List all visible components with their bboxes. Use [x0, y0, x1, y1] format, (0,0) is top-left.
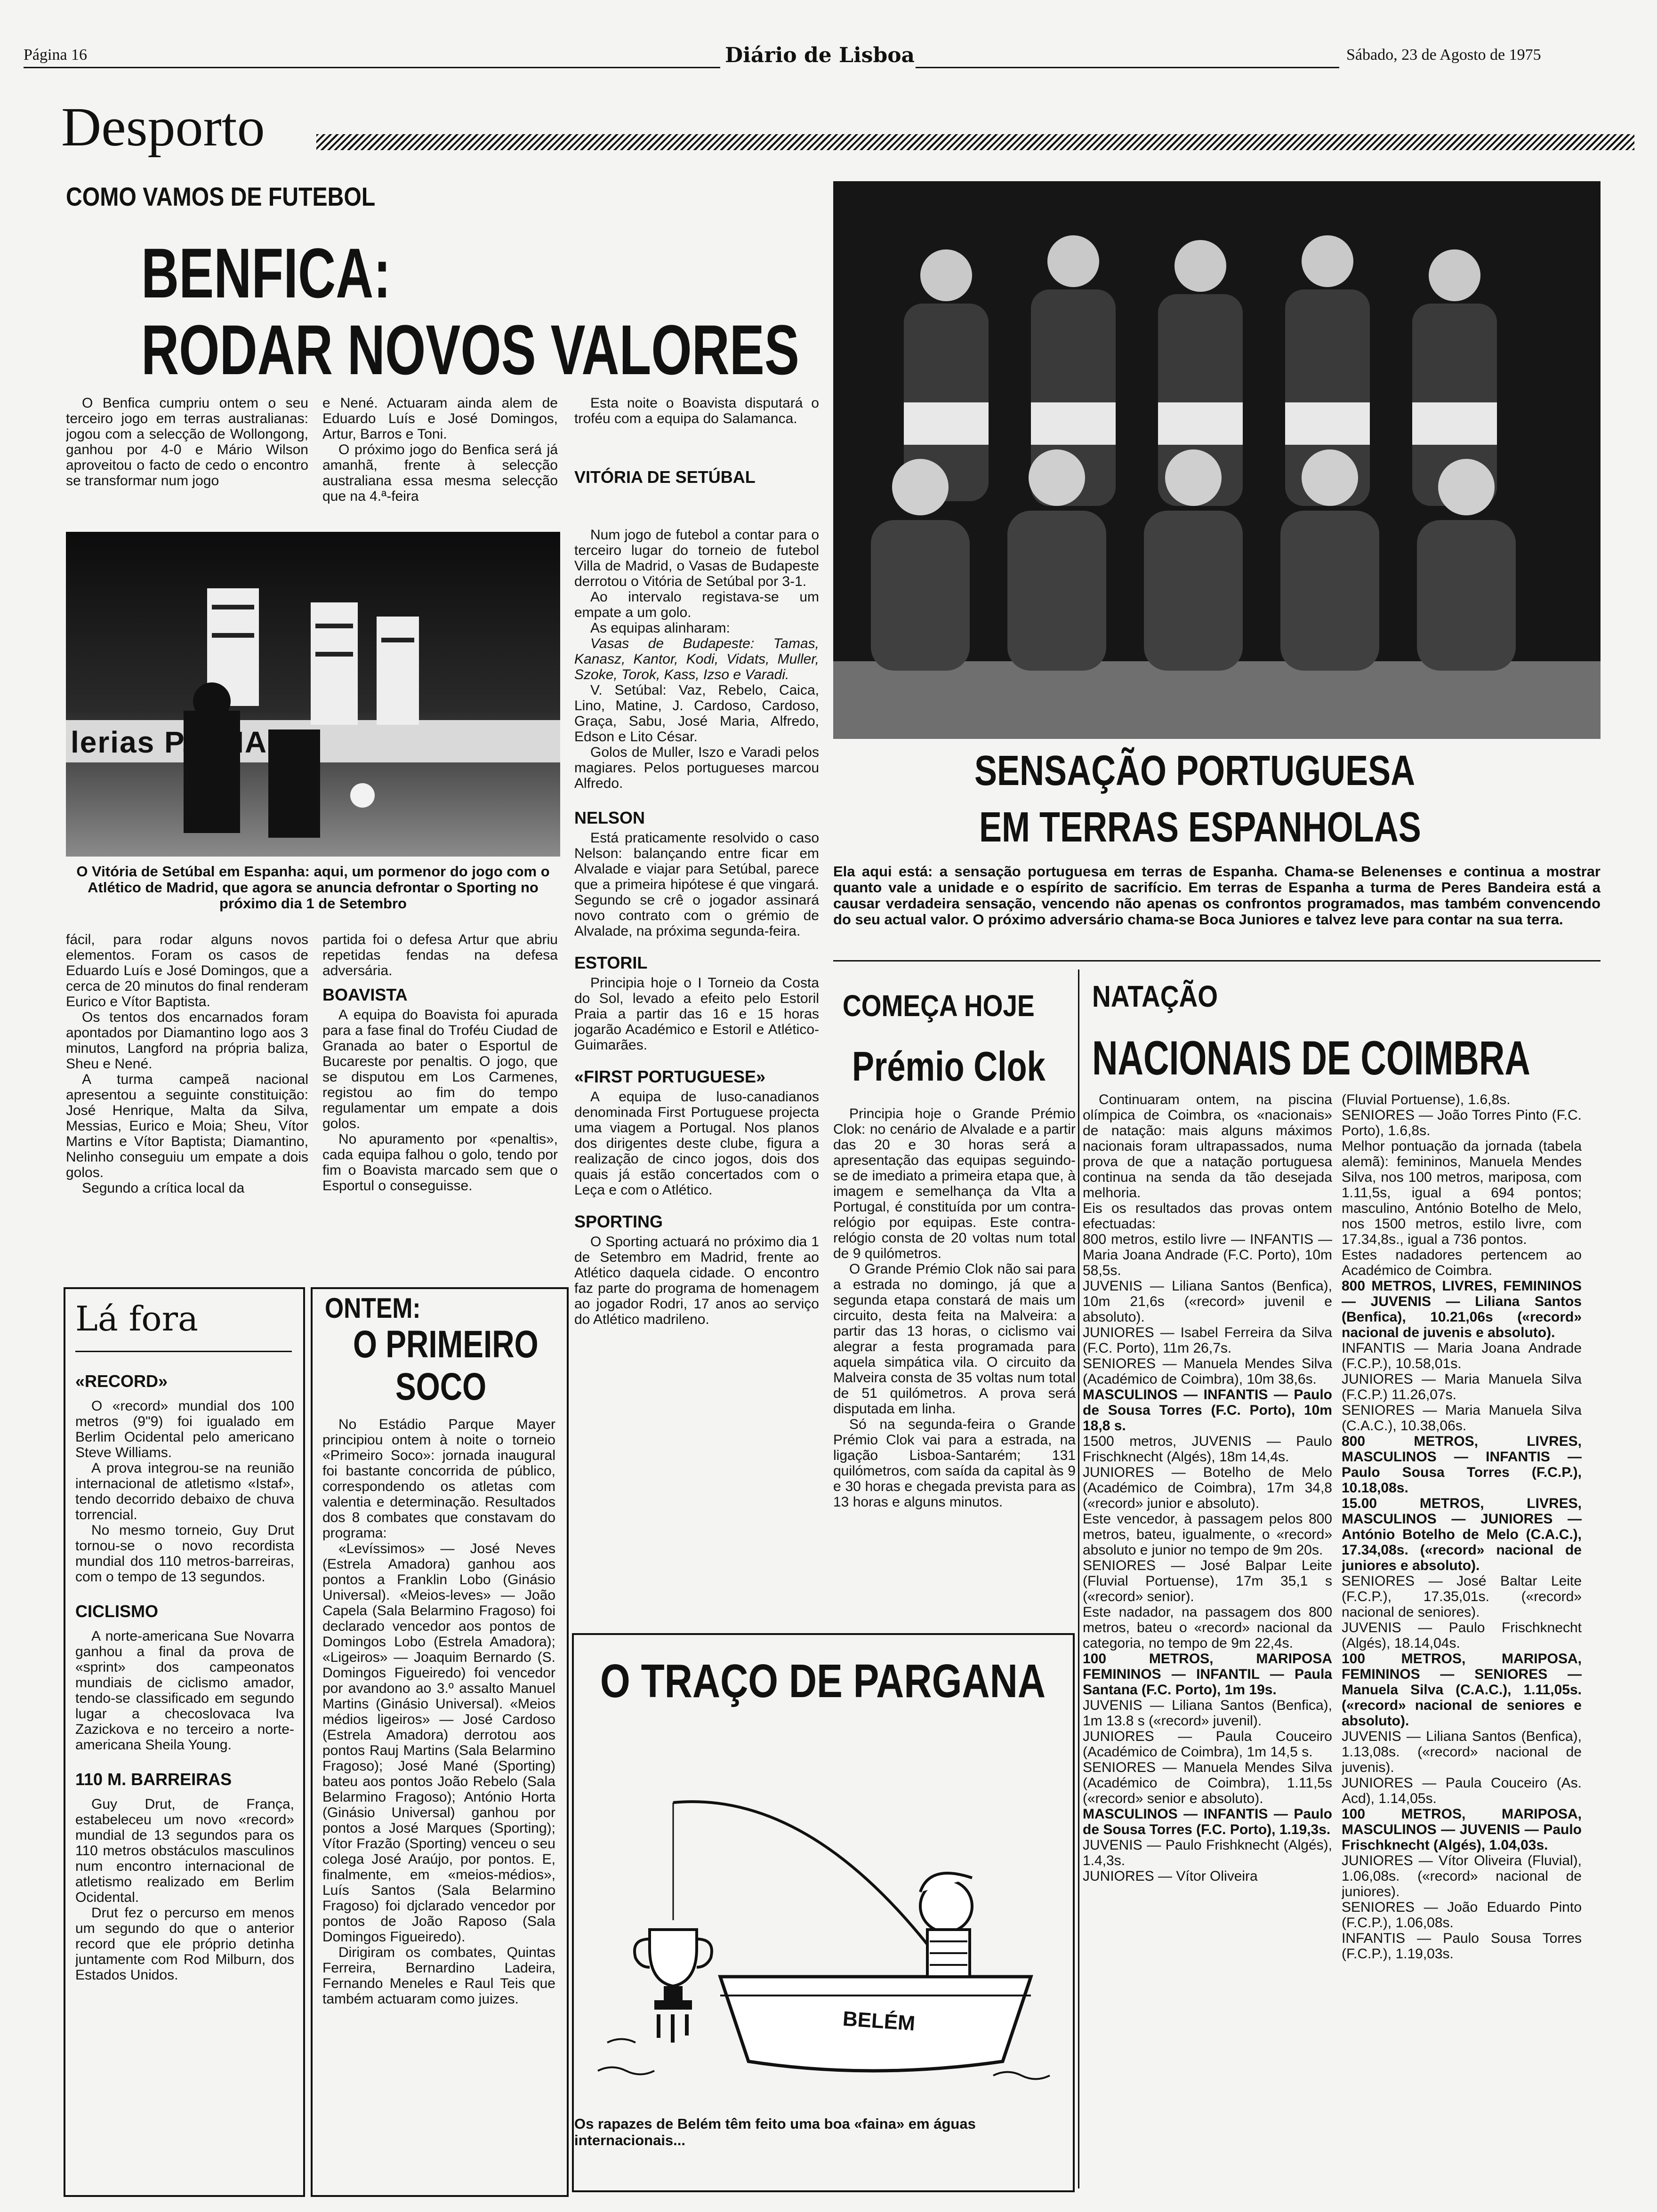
match-photo — [66, 532, 560, 857]
newspaper-title: Diário de Lisboa — [725, 43, 915, 67]
clok-paragraph: O Grande Prémio Clok não sai para a estrada no domingo, já que a segunda etapa constará de mais um circuito, desta feita na Malveira: a partir das 13 horas, o ciclismo vai alegrar a festa programada para aquela simpática vila. O circuito da Malveira consta de 35 voltas num total de 51 quilómetros. A prova será disputada em linha. — [833, 1261, 1076, 1417]
cartoon-illustration — [579, 1732, 1064, 2090]
ciclismo-paragraph: A norte-americana Sue Novarra ganhou a final da prova de «sprint» dos campeonatos mundiais de ciclismo amador, tendo-se classificado em segundo lugar a checoslovaca Iva Zazickova e no terceiro a norte-americana Sheila Young. — [75, 1628, 294, 1753]
natacao-line: SENIORES — João Torres Pinto (F.C. Porto), 1.6,8s. — [1342, 1107, 1582, 1138]
natacao-line: Eis os resultados das provas ontem efectuadas: — [1083, 1201, 1332, 1232]
sporting-paragraph: O Sporting actuará no próximo dia 1 de Setembro em Madrid, frente ao Atlético daquela cidade. O encontro faz parte do programa de homenagem ao jogador Rodri, 17 anos ao serviço do Atlético madrileno. — [574, 1234, 819, 1327]
la-fora-title-rule — [75, 1351, 292, 1352]
vitoria-paragraph: As equipas alinharam: — [590, 620, 730, 636]
benfica-col1-continued — [66, 932, 308, 1261]
soco-paragraph: «Levíssimos» — José Neves (Estrela Amadora) ganhou aos pontos a Franklin Lobo (Ginásio Universal). «Meios-leves» — João Capela (Sala Belarmino Fragoso) foi declarado vencedor aos pontos de Domingos Lobo (Estrela Amadora); «Ligeiros» — Joaquim Bernardo (S. Domingos Figueiredo) foi vencedor por avandono ao 3.º assalto Manuel Martins (Ginásio Universal). «Meios médios ligeiros» — José Cardoso (Estrela Amadora) derrotou aos pontos Rauj Martins (Sala Belarmino Fragoso); José Mané (Sporting) bateu aos pontos João Rebelo (Sala Belarmino Fragoso); António Horta (Ginásio Universal) ganhou por pontos a José Marques (Sporting); Vítor Frazão (Sporting) venceu o seu colega José Araújo, por pontos. E, finalmente, em «meios-médios», Luís Santos (Sala Belarmino Fragoso) foi djclarado vencedor por pontos de João Raposo (Sala Domingos Figueiredo). — [322, 1541, 555, 1945]
record-paragraph: No mesmo torneio, Guy Drut tornou-se o novo recordista mundial dos 110 metros-barreiras, com o tempo de 13 segundos. — [75, 1523, 294, 1585]
soco-title-1: O PRIMEIRO — [353, 1323, 539, 1366]
natacao-line: Melhor pontuação da jornada (tabela alemã): femininos, Manuela Mendes Silva, nos 100 metros, mariposa, com 1.11,5s, igual a 694 pontos; masculino, António Botelho de Melo, nos 1500 metros, estilo livre, com 17.34,8s., igual a 736 pontos. — [1342, 1138, 1582, 1247]
barreiras-paragraph: Guy Drut, de França, estabeleceu um novo «record» mundial de 13 segundos para os 110 metros obstáculos masculinos num encontro internacional de atletismo realizado em Berlim Ocidental. — [75, 1796, 294, 1905]
benfica-paragraph: Segundo a crítica local da — [82, 1180, 245, 1196]
first-portuguese-paragraph: A equipa de luso-canadianos denominada First Portuguese projecta uma viagem a Portugal. Nos planos dos dirigentes deste clube, figura a realização de cinco jogos, dois dos quais já estão concertados com o Leça e com o Atlético. — [574, 1089, 819, 1198]
belenenses-headline-1: SENSAÇÃO PORTUGUESA — [974, 747, 1416, 794]
natacao-line: 15.00 METROS, LIVRES, MASCULINOS — JUNIORES — António Botelho de Melo (C.A.C.), 17.34,08s. («record» nacional de juniores e absoluto). — [1342, 1496, 1582, 1573]
benfica-paragraph: O Benfica cumpriu ontem o seu terceiro jogo em terras australianas: jogou com a selecção de Wollongong, ganhou por 4-0 e Mário Wilson aproveitou o facto de cedo o encontro se transformar num jogo — [66, 395, 308, 489]
masthead-rule-right — [916, 67, 1339, 68]
vitoria-paragraph: Num jogo de futebol a contar para o terceiro lugar do torneio de futebol Villa de Madrid, o Vasas de Budapeste derrotou o Vitória de Setúbal por 3-1. — [574, 527, 819, 589]
soco-title-2: SOCO — [395, 1365, 487, 1408]
natacao-line: JUVENIS — Liliana Santos (Benfica), 1.13,08s. («record» nacional de juvenis). — [1342, 1729, 1582, 1775]
benfica-paragraph: O próximo jogo do Benfica será já amanhã, frente à selecção australiana essa mesma selecção que na 4.ª-feira — [322, 442, 558, 504]
natacao-line: JUNIORES — Vítor Oliveira (Fluvial), 1.06,08s. («record» nacional de juniores). — [1342, 1853, 1582, 1899]
natacao-line: JUNIORES — Isabel Ferreira da Silva (F.C. Porto), 11m 26,7s. — [1083, 1325, 1332, 1356]
stadium-signage: lerias P... MADR — [71, 725, 313, 759]
natacao-line: Este vencedor, à passagem pelos 800 metros, bateu, igualmente, o «record» absoluto e junior no tempo de 9m 20s. — [1083, 1511, 1332, 1558]
benfica-paragraph: A turma campeã nacional apresentou a seguinte constituição: José Henrique, Malta da Silva, Messias, Eurico e Moia; Sheu, Vítor Martins e Vítor Baptista; Diamantino, Nelinho conseguiu um empate a dois golos. — [66, 1072, 308, 1180]
natacao-col2 — [1342, 1092, 1582, 2203]
natacao-line: 100 METROS, MARIPOSA FEMININOS — INFANTIL — Paula Santana (F.C. Porto), 1m 19s. — [1083, 1651, 1332, 1698]
natacao-line: INFANTIS — Maria Joana Andrade (F.C.P.), 10.58,01s. — [1342, 1340, 1582, 1371]
vitoria-paragraph: Vasas de Budapeste: Tamas, Kanasz, Kantor, Kodi, Vidats, Muller, Szoke, Torok, Kass, Izso e Varadi. — [574, 636, 819, 682]
natacao-col1 — [1083, 1092, 1332, 2203]
record-paragraph: A prova integrou-se na reunião internacional de atletismo «Istaf», tendo decorrido debaixo de chuva torrencial. — [75, 1460, 294, 1523]
record-paragraph: O «record» mundial dos 100 metros (9"9) foi igualado em Berlim Ocidental pelo americano Steve Williams. — [75, 1398, 294, 1460]
nelson-paragraph: Está praticamente resolvido o caso Nelson: balançando entre ficar em Alvalade e viajar para Setúbal, parece que a primeira hipótese é que vingará. Segundo se crê o jogador assinará novo contrato com o grémio de Alvalade, na próxima segunda-feira. — [574, 830, 819, 939]
clok-title: Prémio Clok — [852, 1043, 1046, 1090]
vitoria-title: VITÓRIA DE SETÚBAL — [574, 467, 756, 487]
vitoria-paragraph: Ao intervalo registava-se um empate a um golo. — [574, 589, 819, 620]
natacao-line: SENIORES — José Baltar Leite (F.C.P.), 17.35,01s. («record» nacional de seniores). — [1342, 1573, 1582, 1620]
natacao-line: Este nadador, na passagem dos 800 metros, bateu o «record» nacional da categoria, no tempo de 9m 22,4s. — [1083, 1604, 1332, 1651]
belenenses-caption: Ela aqui está: a sensação portuguesa em terras de Espanha. Chama-se Belenenses e continua a mostrar quanto vale a unidade e o espírito de sacrifício. Em terras de Espanha a turma de Peres Bandeira está a causar verdadeira sensação, vencendo não apenas os confrontos programados, mas também convencendo do seu actual valor. O próximo adversário chama-se Boca Juniores e talvez leve para contar na sua terra. — [833, 863, 1601, 928]
boavista-intro: Esta noite o Boavista disputará o troféu com a equipa do Salamanca. — [574, 395, 819, 426]
soco-body — [322, 1417, 555, 2184]
natacao-line: JUNIORES — Botelho de Melo (Académico de Coimbra), 17m 34,8 («record» junior e absoluto). — [1083, 1465, 1332, 1511]
natacao-line: JUVENIS — Liliana Santos (Benfica), 10m 21,6s («record» juvenil e absoluto). — [1083, 1278, 1332, 1325]
benfica-paragraph: fácil, para rodar alguns novos elementos. Foram os casos de Eduardo Luís e José Domingos, que a cerca de 20 minutos do final renderam Eurico e Vítor Baptista. — [66, 932, 308, 1010]
natacao-line: 800 METROS, LIVRES, FEMININOS — JUVENIS — Liliana Santos (Benfica), 10.21,06s («record» nacional de juvenis e absoluto). — [1342, 1278, 1582, 1340]
natacao-line: JUVENIS — Liliana Santos (Benfica), 1m 13.8 s («record» juvenil). — [1083, 1698, 1332, 1729]
natacao-line: JUNIORES — Maria Manuela Silva (F.C.P.) 11.26,07s. — [1342, 1371, 1582, 1403]
natacao-line: SENIORES — José Balpar Leite (Fluvial Portuense), 17m 35,1 s («record» senior). — [1083, 1558, 1332, 1604]
match-photo-illustration — [66, 532, 560, 857]
clok-body — [833, 1106, 1076, 1624]
natacao-line: JUVENIS — Paulo Frishknecht (Algés), 1.4,3s. — [1083, 1837, 1332, 1868]
natacao-line: MASCULINOS — INFANTIS — Paulo de Sousa Torres (F.C. Porto), 1.19,3s. — [1083, 1806, 1332, 1837]
sporting-title: SPORTING — [574, 1212, 663, 1231]
soco-paragraph: No Estádio Parque Mayer principiou ontem à noite o torneio «Primeiro Soco»: jornada inaugural foi bastante concorrida de público, correspondendo os atletas com valentia e determinação. Resultados dos 8 combates que constavam do programa: — [322, 1417, 555, 1541]
natacao-line: Continuaram ontem, na piscina olímpica de Coimbra, os «nacionais» de natação: mais alguns máximos nacionais foram ultrapassados, numa prova de que a natação portuguesa continua na senda da tão desejada melhoria. — [1083, 1092, 1332, 1201]
benfica-col2-top — [322, 395, 558, 518]
natacao-line: Estes nadadores pertencem ao Académico de Coimbra. — [1342, 1247, 1582, 1278]
team-photo-illustration — [833, 181, 1601, 746]
soco-paragraph: Dirigiram os combates, Quintas Ferreira, Bernardino Ladeira, Fernando Meneles e Raul Teis que também actuaram como juizes. — [322, 1945, 555, 2007]
vitoria-paragraph: Golos de Muller, Iszo e Varadi pelos magiares. Pelos portugueses marcou Alfredo. — [574, 745, 819, 791]
natacao-line: SENIORES — João Eduardo Pinto (F.C.P.), 1.06,08s. — [1342, 1899, 1582, 1931]
clok-kicker: COMEÇA HOJE — [843, 989, 1035, 1023]
benfica-paragraph: e Nené. Actuaram ainda alem de Eduardo Luís e José Domingos, Artur, Barros e Toni. — [322, 395, 558, 442]
nelson-title: NELSON — [574, 808, 645, 827]
la-fora-title: Lá fora — [75, 1299, 198, 1338]
vitoria-paragraph: V. Setúbal: Vaz, Rebelo, Caica, Lino, Matine, J. Cardoso, Cardoso, Graça, Sabu, José Maria, Alfredo, Edson e Lito César. — [574, 682, 819, 745]
match-photo-caption: O Vitória de Setúbal em Espanha: aqui, um pormenor do jogo com o Atlético de Madrid, que agora se anuncia defrontar o Sporting no próximo dia 1 de Setembro — [76, 863, 550, 912]
estoril-title: ESTORIL — [574, 953, 648, 972]
cartoon-caption: Os rapazes de Belém têm feito uma boa «faina» em águas internacionais... — [574, 2116, 976, 2148]
boat-label: BELÉM — [842, 2007, 916, 2036]
masthead-rule-left — [24, 67, 720, 68]
benfica-paragraph: Os tentos dos encarnados foram apontados por Diamantino logo aos 3 minutos, Langford na própria baliza, Sheu e Nené. — [66, 1010, 308, 1072]
natacao-line: INFANTIS — Paulo Sousa Torres (F.C.P.), 1.19,03s. — [1342, 1931, 1582, 1962]
section-title: Desporto — [61, 96, 265, 158]
boavista-paragraph: A equipa do Boavista foi apurada para a fase final do Troféu Ciudad de Granada ao bater o Esportul de Bucareste por penaltis. O jogo, que se disputou em Los Carmenes, registou ao fim do tempo regulamentar um empate a dois golos. — [322, 1007, 558, 1131]
clok-paragraph: Só na segunda-feira o Grande Prémio Clok vai para a estrada, na ligação Lisboa-Santarém; 131 quilómetros, com saída da capital às 9 e 30 horas e chegada prevista para as 13 horas e alguns minutos. — [833, 1417, 1076, 1510]
page-number: Página 16 — [24, 46, 88, 64]
headline-line-1: BENFICA: — [141, 233, 391, 313]
col3-body — [574, 527, 819, 1633]
boavista-title: BOAVISTA — [322, 985, 408, 1004]
issue-date: Sábado, 23 de Agosto de 1975 — [1346, 46, 1541, 64]
natacao-title: NACIONAIS DE COIMBRA — [1092, 1031, 1530, 1085]
natacao-line: SENIORES — Maria Manuela Silva (C.A.C.), 10.38,06s. — [1342, 1403, 1582, 1434]
clok-paragraph: Principia hoje o Grande Prémio Clok: no cenário de Alvalade e a partir das 20 e 30 horas será a apresentação das equipas seguindo-se de imediato a primeira etapa que, à imagem e semelhança da Vlta a Portugal, é constituída por um contra-relógio por equipas. Este contra-relógio consta de 20 voltas num total de 9 quilómetros. — [833, 1106, 1076, 1261]
cartoon-title: O TRAÇO DE PARGANA — [600, 1655, 1046, 1707]
barreiras-paragraph: Drut fez o percurso em menos um segundo do que o anterior record que ele próprio detinha juntamente com Rod Milburn, dos Estados Unidos. — [75, 1905, 294, 1983]
column-divider — [1078, 970, 1079, 2188]
natacao-line: 100 METROS, MARIPOSA, MASCULINOS — JUVENIS — Paulo Frischknecht (Algés), 1.04,03s. — [1342, 1806, 1582, 1853]
natacao-line: 800 METROS, LIVRES, MASCULINOS — INFANTIS — Paulo Sousa Torres (F.C.P.), 10.18,08s. — [1342, 1434, 1582, 1496]
boavista-lead: partida foi o defesa Artur que abriu repetidas fendas na defesa adversária. — [322, 932, 558, 978]
la-fora-body — [75, 1365, 294, 2184]
ciclismo-title: CICLISMO — [75, 1602, 158, 1621]
natacao-line: 100 METROS, MARIPOSA, FEMININOS — SENIORES — Manuela Silva (C.A.C.), 1.11,05s. («record» nacional de seniores e absoluto). — [1342, 1651, 1582, 1729]
record-title: «RECORD» — [75, 1371, 168, 1391]
natacao-line: 1500 metros, JUVENIS — Paulo Frischknecht (Algés), 18m 14,4s. — [1083, 1434, 1332, 1465]
belenenses-headline-2: EM TERRAS ESPANHOLAS — [979, 804, 1421, 851]
team-photo — [833, 181, 1601, 746]
natacao-line: SENIORES — Manuela Mendes Silva (Académico de Coimbra), 1.11,5s («record» senior e absoluto). — [1083, 1760, 1332, 1806]
section-hatch-bar — [316, 134, 1634, 150]
natacao-kicker: NATAÇÃO — [1092, 979, 1218, 1013]
cartoon-drawing — [579, 1732, 1064, 2090]
natacao-line: MASCULINOS — INFANTIS — Paulo de Sousa Torres (F.C. Porto), 10m 18,8 s. — [1083, 1387, 1332, 1434]
kicker: COMO VAMOS DE FUTEBOL — [66, 182, 376, 211]
soco-kicker: ONTEM: — [325, 1292, 421, 1324]
natacao-line: 800 metros, estilo livre — INFANTIS — Maria Joana Andrade (F.C. Porto), 10m 58,5s. — [1083, 1232, 1332, 1278]
belenenses-bottom-rule — [833, 960, 1601, 962]
barreiras-title: 110 M. BARREIRAS — [75, 1770, 232, 1789]
headline-line-2: RODAR NOVOS VALORES — [141, 310, 799, 389]
boavista-paragraph: No apuramento por «penaltis», cada equipa falhou o golo, tendo por fim o Boavista marcado sem que o Esportul o conseguisse. — [322, 1131, 558, 1194]
col3-intro — [574, 395, 819, 461]
natacao-line: JUNIORES — Vítor Oliveira — [1083, 1868, 1258, 1884]
natacao-line: SENIORES — Manuela Mendes Silva (Académico de Coimbra), 10m 38,6s. — [1083, 1356, 1332, 1387]
benfica-col1-top — [66, 395, 308, 518]
natacao-line: JUVENIS — Paulo Frischknecht (Algés), 18.14,04s. — [1342, 1620, 1582, 1651]
natacao-line: JUNIORES — Paula Couceiro (As. Acd), 1.14,05s. — [1342, 1775, 1582, 1806]
col2-continued — [322, 932, 558, 1261]
estoril-paragraph: Principia hoje o I Torneio da Costa do Sol, levado a efeito pelo Estoril Praia a partir das 16 e 15 horas jogarão Académico e Estoril e Atlético-Guimarães. — [574, 975, 819, 1053]
natacao-line: (Fluvial Portuense), 1.6,8s. — [1342, 1092, 1511, 1107]
first-portuguese-title: «FIRST PORTUGUESE» — [574, 1067, 766, 1086]
natacao-line: JUNIORES — Paula Couceiro (Académico de Coimbra), 1m 14,5 s. — [1083, 1729, 1332, 1760]
